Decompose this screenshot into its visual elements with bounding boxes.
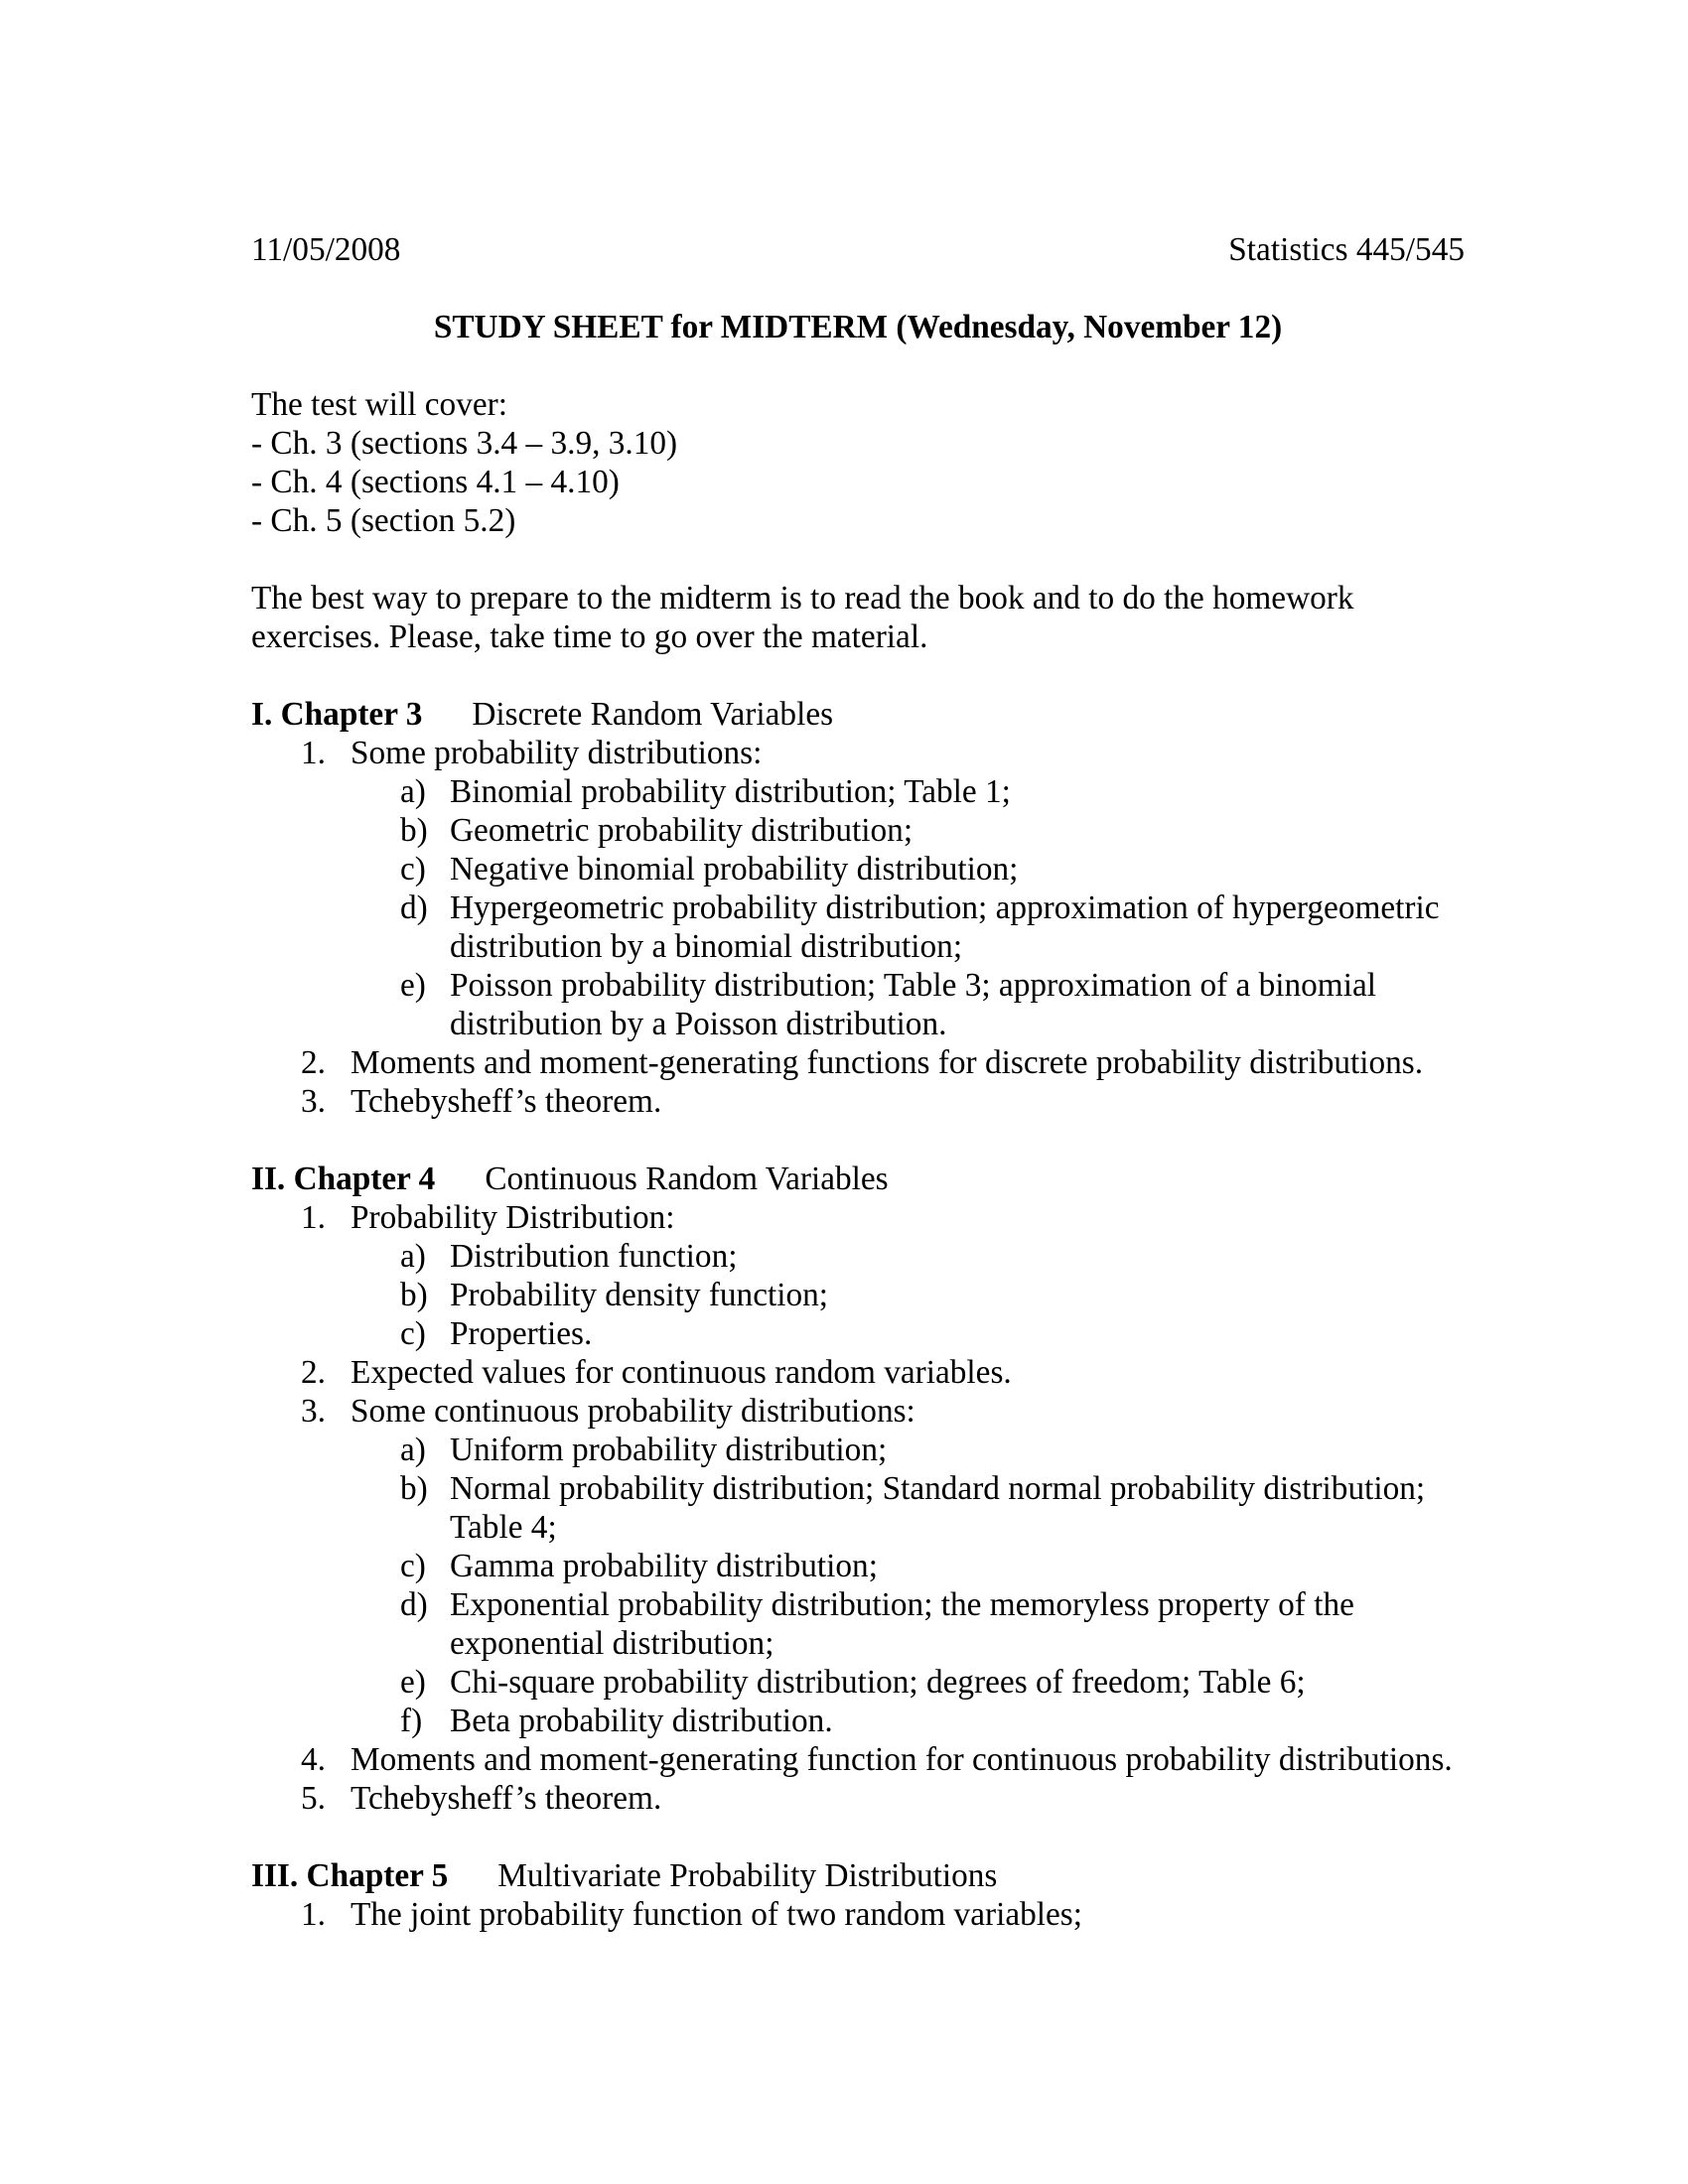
list-item-marker: 1. xyxy=(301,1896,326,1933)
sub-list-item xyxy=(251,1663,1465,1702)
section-heading-row xyxy=(251,1856,1465,1895)
section-title: Continuous Random Variables xyxy=(485,1160,889,1197)
section-heading: I. Chapter 3 xyxy=(251,696,423,733)
section-chapter-4 xyxy=(251,1160,1465,1818)
sub-list-item xyxy=(251,850,1465,888)
sub-list-item-marker: f) xyxy=(400,1703,423,1739)
sub-list-item-marker: e) xyxy=(400,967,426,1004)
sub-list-item-marker: b) xyxy=(400,1470,428,1507)
list-item-text: Moments and moment-generating functions for discrete probability distributions. xyxy=(351,1044,1424,1081)
list-item-marker: 2. xyxy=(301,1354,326,1391)
list-item-text: Probability Distribution: xyxy=(351,1199,675,1236)
sub-list-item-text: Probability density function; xyxy=(450,1277,829,1313)
list-item xyxy=(251,1779,1465,1818)
sub-list-item xyxy=(251,1276,1465,1314)
sub-list-item-text: Chi-square probability distribution; degrees of freedom; Table 6; xyxy=(450,1664,1306,1701)
sub-list-item-text: Binomial probability distribution; Table 1; xyxy=(450,773,1011,810)
sub-list-item-text: Exponential probability distribution; the memoryless property of the exponential distribution; xyxy=(450,1586,1354,1662)
section-chapter-5 xyxy=(251,1856,1465,1934)
document-content xyxy=(251,230,1465,1934)
sub-list-item-marker: d) xyxy=(400,889,428,926)
sub-list-item xyxy=(251,1702,1465,1740)
sub-list-item-marker: b) xyxy=(400,1277,428,1313)
sub-list-item xyxy=(251,1237,1465,1276)
section-heading-row xyxy=(251,695,1465,734)
list-item xyxy=(251,1740,1465,1779)
sub-list-item-marker: e) xyxy=(400,1664,426,1701)
sub-list-item-marker: d) xyxy=(400,1586,428,1623)
list-item-marker: 3. xyxy=(301,1083,326,1120)
sub-list-item xyxy=(251,772,1465,811)
sub-list-item-marker: c) xyxy=(400,1315,426,1352)
sub-list-item xyxy=(251,888,1465,966)
section-heading: III. Chapter 5 xyxy=(251,1857,449,1894)
section-heading-row xyxy=(251,1160,1465,1198)
sub-list-item-text: Negative binomial probability distribution; xyxy=(450,851,1019,887)
list-item xyxy=(251,1353,1465,1392)
sub-list-item xyxy=(251,966,1465,1043)
sub-list-item-text: Beta probability distribution. xyxy=(450,1703,833,1739)
sub-list-item-text: Poisson probability distribution; Table 3; approximation of a binomial distribution by a Poisson distribution. xyxy=(450,967,1376,1042)
list-item xyxy=(251,1895,1465,1934)
list-item-text: Tchebysheff’s theorem. xyxy=(351,1083,662,1120)
sub-list-item xyxy=(251,811,1465,850)
sub-list-item xyxy=(251,1469,1465,1547)
list-item-marker: 2. xyxy=(301,1044,326,1081)
sub-list-item-text: Properties. xyxy=(450,1315,593,1352)
sub-list-item-text: Hypergeometric probability distribution; approximation of hypergeometric distribution by a binomial distribution; xyxy=(450,889,1440,965)
header-date: 11/05/2008 xyxy=(251,231,401,268)
coverage-label: The test will cover: xyxy=(251,386,507,423)
sub-list-item-marker: c) xyxy=(400,851,426,887)
sub-list-item-text: Normal probability distribution; Standard normal probability distribution; Table 4; xyxy=(450,1470,1426,1546)
list-item-marker: 1. xyxy=(301,1199,326,1236)
list-item-marker: 4. xyxy=(301,1741,326,1778)
list-item-text: Expected values for continuous random variables. xyxy=(351,1354,1012,1391)
coverage-line-ch5: - Ch. 5 (section 5.2) xyxy=(251,502,516,539)
section-title: Discrete Random Variables xyxy=(472,696,834,733)
sub-list-item-marker: c) xyxy=(400,1548,426,1584)
sub-list-item-text: Gamma probability distribution; xyxy=(450,1548,878,1584)
list-item xyxy=(251,1082,1465,1121)
sub-list-item-marker: b) xyxy=(400,812,428,849)
list-item xyxy=(251,734,1465,772)
sub-list-item-marker: a) xyxy=(400,1432,426,1468)
sub-list-item xyxy=(251,1431,1465,1469)
section-title: Multivariate Probability Distributions xyxy=(497,1857,998,1894)
list-item xyxy=(251,1198,1465,1237)
document-title: STUDY SHEET for MIDTERM (Wednesday, November 12) xyxy=(433,309,1283,345)
list-item xyxy=(251,1392,1465,1431)
list-item-text: The joint probability function of two random variables; xyxy=(351,1896,1082,1933)
sub-list-item-text: Geometric probability distribution; xyxy=(450,812,914,849)
list-item-marker: 5. xyxy=(301,1780,326,1817)
list-item-text: Tchebysheff’s theorem. xyxy=(351,1780,662,1817)
section-chapter-3 xyxy=(251,695,1465,1121)
sub-list-item xyxy=(251,1585,1465,1663)
coverage-line-ch3: - Ch. 3 (sections 3.4 – 3.9, 3.10) xyxy=(251,425,678,462)
section-heading: II. Chapter 4 xyxy=(251,1160,436,1197)
coverage-line-ch4: - Ch. 4 (sections 4.1 – 4.10) xyxy=(251,464,620,500)
sub-list-item-text: Distribution function; xyxy=(450,1238,738,1275)
list-item-text: Moments and moment-generating function for continuous probability distributions. xyxy=(351,1741,1453,1778)
list-item-text: Some probability distributions: xyxy=(351,735,763,771)
document-header xyxy=(251,230,1465,269)
sub-list-item-marker: a) xyxy=(400,773,426,810)
coverage-block xyxy=(251,385,1465,540)
sub-list-item xyxy=(251,1314,1465,1353)
advice-paragraph: The best way to prepare to the midterm is to read the book and to do the homework exercises. Please, take time to go over the material. xyxy=(251,580,1354,655)
list-item xyxy=(251,1043,1465,1082)
sub-list-item-marker: a) xyxy=(400,1238,426,1275)
sub-list-item xyxy=(251,1547,1465,1585)
header-course: Statistics 445/545 xyxy=(1228,231,1465,268)
list-item-marker: 3. xyxy=(301,1393,326,1430)
list-item-text: Some continuous probability distributions: xyxy=(351,1393,915,1430)
list-item-marker: 1. xyxy=(301,735,326,771)
sub-list-item-text: Uniform probability distribution; xyxy=(450,1432,888,1468)
